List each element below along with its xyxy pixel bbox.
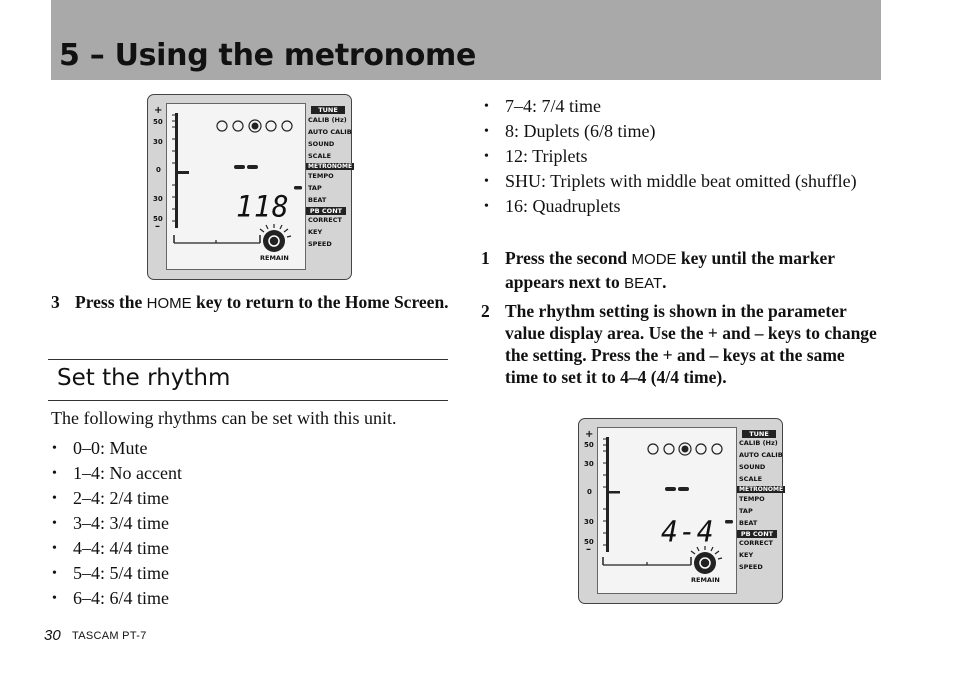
section-rule-bottom [48, 400, 448, 401]
list-item-text: 1–4: No accent [73, 463, 182, 483]
bullet-icon: • [484, 149, 489, 164]
scale-plus: + [154, 105, 163, 116]
list-item-text: 16: Quadruplets [505, 196, 621, 216]
scale-30-top: 30 [584, 460, 594, 468]
menu-beat: BEAT [308, 196, 327, 204]
scale-50-bottom: 50 [153, 215, 163, 223]
remain-label: REMAIN [691, 576, 720, 584]
menu-pb-cont: PB CONT [306, 207, 346, 215]
page-number: 30 [44, 627, 61, 644]
list-item [483, 144, 873, 169]
step-text [75, 291, 451, 315]
menu-tap: TAP [308, 184, 322, 192]
step-number: 2 [481, 301, 490, 321]
bullet-icon: • [52, 466, 57, 481]
menu-sound: SOUND [308, 140, 335, 148]
step-number: 1 [481, 248, 490, 268]
list-item [51, 486, 451, 511]
parameter-value: 4-4 [661, 514, 715, 549]
bullet-icon: • [484, 174, 489, 189]
step-2 [481, 300, 881, 410]
menu-calib: CALIB (Hz) [739, 439, 778, 447]
list-item-text: 7–4: 7/4 time [505, 96, 601, 116]
key-home: HOME [146, 295, 192, 312]
list-item [51, 436, 451, 461]
chapter-header [51, 0, 881, 80]
list-item-text: 12: Triplets [505, 146, 588, 166]
bullet-icon: • [484, 124, 489, 139]
section-intro: The following rhythms can be set with this unit. [51, 408, 397, 428]
list-item [483, 194, 873, 219]
list-item-text: 3–4: 3/4 time [73, 513, 169, 533]
step-text-post: . [662, 272, 667, 292]
section-rule-top [48, 359, 448, 360]
rhythm-list-left [51, 436, 451, 611]
remain-label: REMAIN [260, 254, 289, 262]
lcd-display-tempo [147, 94, 352, 280]
bullet-icon: • [52, 516, 57, 531]
step-3 [51, 291, 451, 337]
list-item [51, 586, 451, 611]
menu-tempo: TEMPO [739, 495, 765, 503]
bullet-icon: • [484, 199, 489, 214]
menu-metronome: METRONOME [308, 163, 353, 170]
menu-calib: CALIB (Hz) [308, 116, 347, 124]
parameter-value: 118 [236, 189, 290, 224]
bullet-icon: • [52, 566, 57, 581]
menu-tempo: TEMPO [308, 172, 334, 180]
bullet-icon: • [52, 541, 57, 556]
menu-speed: SPEED [308, 240, 332, 248]
list-item [51, 511, 451, 536]
menu-key: KEY [308, 228, 323, 236]
menu-speed: SPEED [739, 563, 763, 571]
chapter-title: 5 – Using the metronome [59, 38, 477, 73]
list-item-text: 5–4: 5/4 time [73, 563, 169, 583]
menu-auto-calib: AUTO CALIB [739, 451, 783, 459]
menu-tap: TAP [739, 507, 753, 515]
list-item-text: 2–4: 2/4 time [73, 488, 169, 508]
menu-tune: TUNE [742, 430, 776, 438]
footer-brand: TASCAM PT-7 [72, 630, 147, 642]
scale-50-top: 50 [584, 441, 594, 449]
key-beat: BEAT [624, 275, 663, 292]
list-item [483, 94, 873, 119]
list-item-text: 0–0: Mute [73, 438, 148, 458]
scale-plus: + [585, 429, 594, 440]
menu-beat: BEAT [739, 519, 758, 527]
list-item-text: 6–4: 6/4 time [73, 588, 169, 608]
step-text-pre: Press the [75, 292, 147, 312]
list-item [51, 461, 451, 486]
scale-minus: – [155, 221, 160, 232]
scale-0: 0 [587, 488, 592, 496]
scale-30-bottom: 30 [584, 518, 594, 526]
step-text [505, 247, 881, 295]
menu-correct: CORRECT [739, 539, 773, 547]
menu-scale: SCALE [308, 152, 332, 160]
step-text-post: key to return to the Home Screen. [191, 292, 449, 312]
list-item [483, 169, 873, 194]
bullet-icon: • [52, 441, 57, 456]
list-item [51, 536, 451, 561]
list-item [483, 119, 873, 144]
key-mode: MODE [631, 251, 677, 268]
bullet-icon: • [484, 99, 489, 114]
bullet-icon: • [52, 491, 57, 506]
menu-key: KEY [739, 551, 754, 559]
scale-minus: – [586, 544, 591, 555]
section-title: Set the rhythm [57, 365, 231, 391]
menu-scale: SCALE [739, 475, 763, 483]
menu-sound: SOUND [739, 463, 766, 471]
scale-50-bottom: 50 [584, 538, 594, 546]
list-item-text: SHU: Triplets with middle beat omitted (shuffle) [505, 171, 857, 191]
list-item [51, 561, 451, 586]
scale-0: 0 [156, 166, 161, 174]
menu-auto-calib: AUTO CALIB [308, 128, 352, 136]
menu-pb-cont: PB CONT [737, 530, 777, 538]
lcd-display-beat [578, 418, 783, 604]
list-item-text: 4–4: 4/4 time [73, 538, 169, 558]
list-item-text: 8: Duplets (6/8 time) [505, 121, 656, 141]
step-text-pre: Press the second [505, 248, 632, 268]
bullet-icon: • [52, 591, 57, 606]
menu-metronome: METRONOME [739, 486, 784, 493]
scale-30-top: 30 [153, 138, 163, 146]
menu-correct: CORRECT [308, 216, 342, 224]
step-1 [481, 247, 881, 293]
menu-tune: TUNE [311, 106, 345, 114]
step-number: 3 [51, 292, 60, 312]
step-text: The rhythm setting is shown in the parameter value display area. Use the + and – keys to change the setting. Press the + and – keys at the same time to set it to 4–4 (4/4 time). [505, 301, 877, 387]
step-text-mid: key until the marker appears next to [505, 248, 835, 292]
scale-30-bottom: 30 [153, 195, 163, 203]
scale-50-top: 50 [153, 118, 163, 126]
rhythm-list-right [483, 94, 873, 219]
